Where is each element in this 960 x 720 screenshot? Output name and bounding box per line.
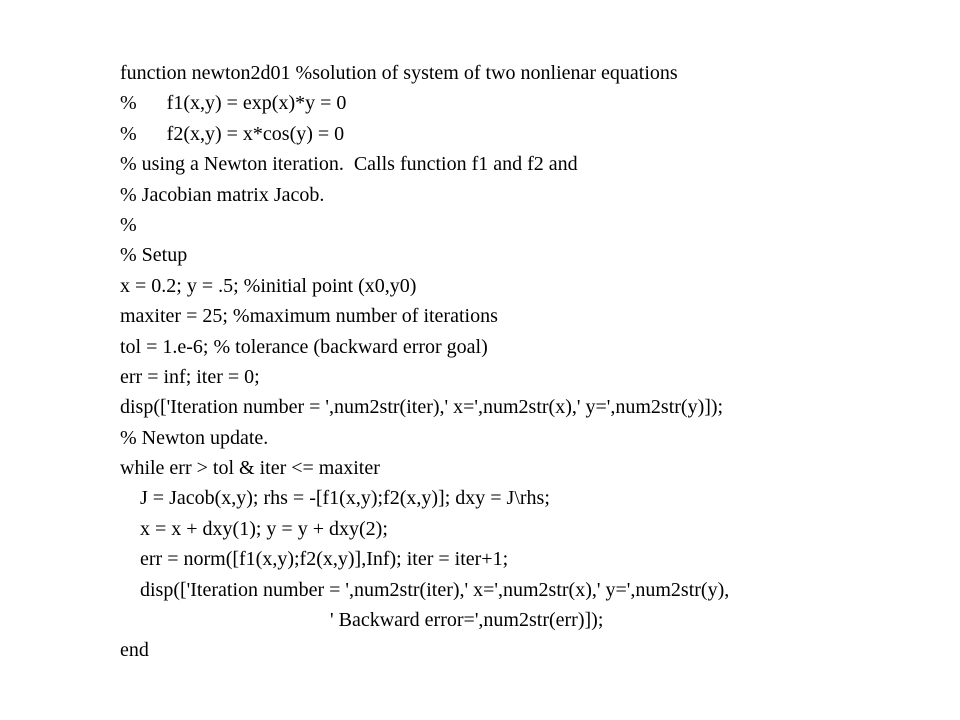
code-line: disp(['Iteration number = ',num2str(iter),' x=',num2str(x),' y=',num2str(y), — [120, 578, 730, 601]
code-line: % — [120, 213, 137, 236]
code-line: % f2(x,y) = x*cos(y) = 0 — [120, 122, 345, 145]
code-line: % Jacobian matrix Jacob. — [120, 183, 325, 206]
code-line: err = inf; iter = 0; — [120, 365, 260, 388]
code-listing — [120, 58, 920, 666]
code-line: err = norm([f1(x,y);f2(x,y)],Inf); iter = iter+1; — [120, 548, 509, 571]
code-line: function newton2d01 %solution of system of two nonlienar equations — [120, 62, 678, 84]
code-line: maxiter = 25; %maximum number of iterations — [120, 305, 498, 328]
code-line: ' Backward error=',num2str(err)]); — [120, 609, 604, 632]
code-line: % Setup — [120, 244, 188, 267]
code-line: J = Jacob(x,y); rhs = -[f1(x,y);f2(x,y)]; dxy = J\rhs; — [120, 487, 550, 510]
code-line: % Newton update. — [120, 426, 269, 449]
code-line: end — [120, 639, 149, 662]
code-line: disp(['Iteration number = ',num2str(iter),' x=',num2str(x),' y=',num2str(y)]); — [120, 396, 724, 419]
code-line: x = 0.2; y = .5; %initial point (x0,y0) — [120, 274, 417, 297]
code-line: while err > tol & iter <= maxiter — [120, 457, 380, 480]
code-line: % f1(x,y) = exp(x)*y = 0 — [120, 92, 347, 115]
code-line: % using a Newton iteration. Calls function f1 and f2 and — [120, 153, 578, 176]
code-line: x = x + dxy(1); y = y + dxy(2); — [120, 517, 388, 540]
code-line: tol = 1.e-6; % tolerance (backward error goal) — [120, 335, 488, 358]
